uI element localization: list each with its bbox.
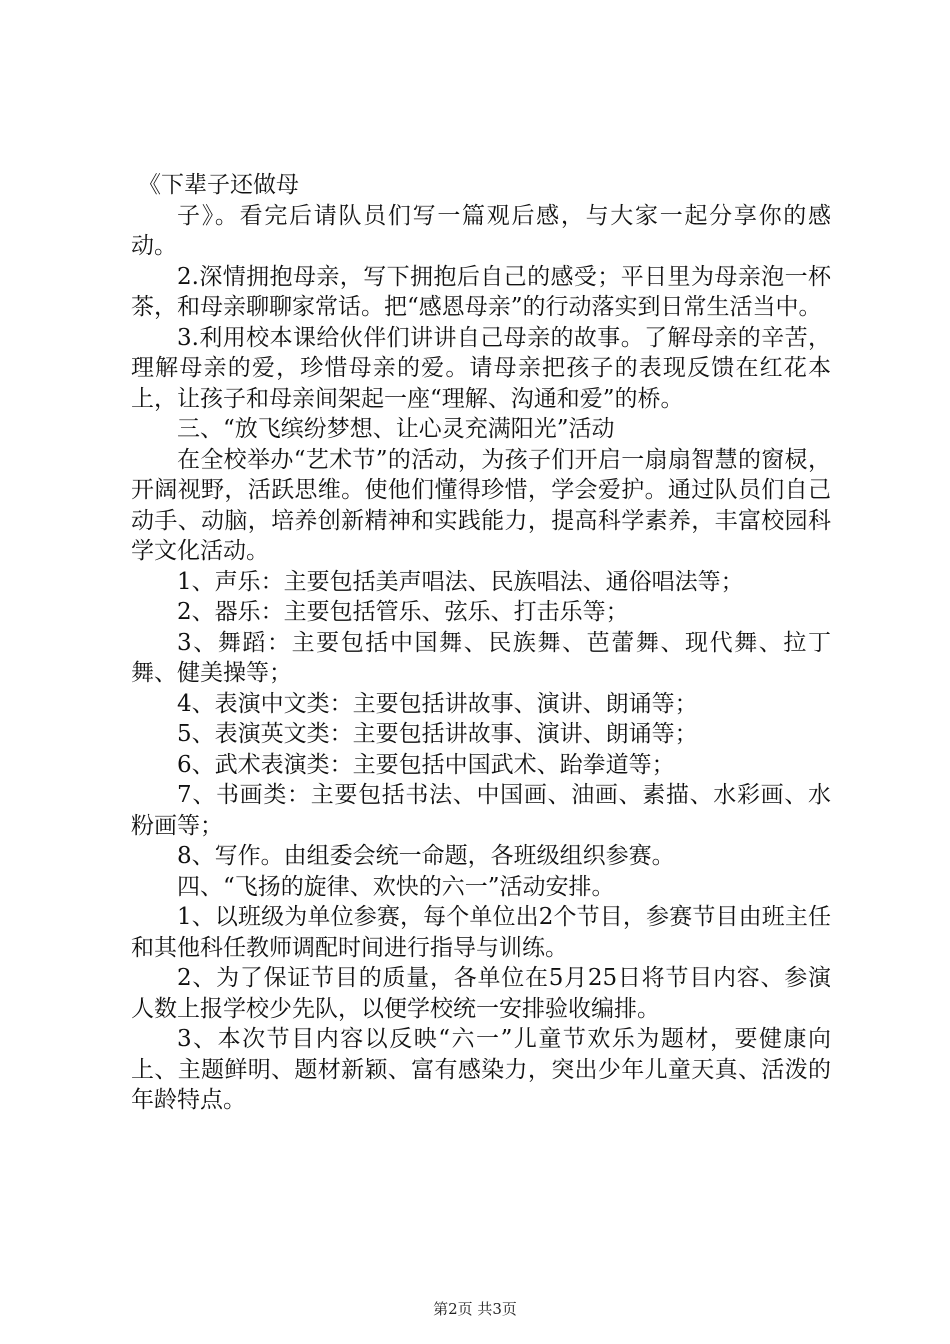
list-item-instrumental: 2、器乐：主要包括管乐、弦乐、打击乐等； — [177, 599, 629, 625]
list-item-english-performance: 5、表演英文类：主要包括讲故事、演讲、朗诵等； — [177, 721, 698, 747]
list-item-dance: 3、舞蹈：主要包括中国舞、民族舞、芭蕾舞、现代舞、拉丁舞、健美操等； — [131, 629, 831, 686]
paragraph-continuation-title: 《下辈子还做母 — [138, 172, 299, 198]
section-heading-4: 四、“飞扬的旋律、欢快的六一”活动安排。 — [177, 873, 615, 900]
arrangement-item-3: 3、本次节目内容以反映“六一”儿童节欢乐为题材，要健康向上、主题鲜明、题材新颖、富有感染力，突出少年儿童天真、活泼的年龄特点。 — [131, 1026, 831, 1113]
paragraph-item-2: 2.深情拥抱母亲，写下拥抱后自己的感受；平日里为母亲泡一杯茶，和母亲聊聊家常话。把“感恩母亲”的行动落实到日常生活当中。 — [131, 263, 831, 320]
page-footer: 第2页 共3页 — [433, 1300, 517, 1318]
document-body — [131, 170, 831, 1116]
arrangement-item-2: 2、为了保证节目的质量，各单位在5月25日将节目内容、参演人数上报学校少先队，以便学校统一安排验收编排。 — [131, 965, 831, 1022]
section-heading-3: 三、“放飞缤纷梦想、让心灵充满阳光”活动 — [177, 416, 615, 442]
arrangement-item-1: 1、以班级为单位参赛，每个单位出2个节目，参赛节目由班主任和其他科任教师调配时间进行指导与训练。 — [131, 904, 831, 961]
list-item-painting: 7、书画类：主要包括书法、中国画、油画、素描、水彩画、水粉画等； — [131, 782, 831, 839]
paragraph-continuation: 子》。看完后请队员们写一篇观后感，与大家一起分享你的感动。 — [131, 202, 831, 259]
paragraph-item-3: 3.利用校本课给伙伴们讲讲自己母亲的故事。了解母亲的辛苦，理解母亲的爱，珍惜母亲的爱。请母亲把孩子的表现反馈在红花本上，让孩子和母亲间架起一座“理解、沟通和爱”的桥。 — [131, 324, 831, 412]
list-item-martial-arts: 6、武术表演类：主要包括中国武术、跆拳道等； — [177, 751, 675, 778]
list-item-vocal: 1、声乐：主要包括美声唱法、民族唱法、通俗唱法等； — [177, 568, 744, 595]
paragraph-section-3-intro: 在全校举办“艺术节”的活动，为孩子们开启一扇扇智慧的窗棂，开阔视野，活跃思维。使他们懂得珍惜，学会爱护。通过队员们自己动手、动脑，培养创新精神和实践能力，提高科学素养，丰富校园科学文化活动。 — [131, 446, 831, 564]
list-item-chinese-performance: 4、表演中文类：主要包括讲故事、演讲、朗诵等； — [177, 690, 698, 717]
list-item-writing: 8、写作。由组委会统一命题，各班级组织参赛。 — [177, 843, 675, 869]
